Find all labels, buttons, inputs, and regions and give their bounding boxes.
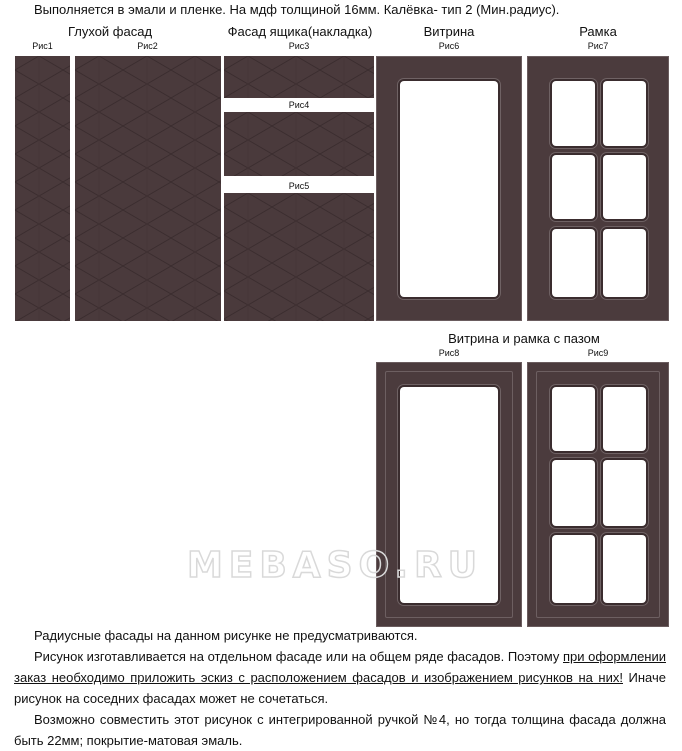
fig-label-6: Рис6	[438, 41, 460, 51]
ramka-pane	[552, 535, 595, 603]
ramka-pane	[603, 155, 646, 219]
header-drawer-facade: Фасад ящика(накладка)	[227, 24, 373, 39]
intro-text: Выполняется в эмали и пленке. На мдф толщиной 16мм. Калёвка- тип 2 (Мин.радиус).	[34, 2, 560, 17]
ramka-pane	[552, 387, 595, 451]
ramka-pane	[603, 460, 646, 526]
vitrina-frame-fig6	[376, 56, 522, 321]
note-sketch-underlined: при оформлении заказ необходимо приложить эскиз с расположением фасадов и изображением рисунков на них!	[14, 649, 666, 685]
blind-facade-fig1	[15, 56, 70, 321]
note-sketch-b: Иначе рисунок на соседних фасадах может не сочетаться.	[14, 670, 666, 706]
ramka-groove-fig9	[527, 362, 669, 627]
drawer-facade-fig5	[224, 193, 374, 321]
ramka-pane	[603, 81, 646, 146]
header-groove: Витрина и рамка с пазом	[448, 331, 600, 346]
ramka-pane	[552, 81, 595, 146]
fig-label-7: Рис7	[587, 41, 609, 51]
note-handle: Возможно совместить этот рисунок с интегрированной ручкой №4, но тогда толщина фасада должна быть 22мм; покрытие-матовая эмаль.	[14, 712, 666, 748]
fig-label-1: Рис1	[32, 41, 53, 51]
ramka-pane	[552, 155, 595, 219]
fig-label-8: Рис8	[438, 348, 460, 358]
fig-label-5: Рис5	[288, 181, 310, 191]
ramka-pane	[552, 229, 595, 297]
fig-label-3: Рис3	[288, 41, 310, 51]
drawer-facade-fig4	[224, 112, 374, 176]
ramka-pane	[552, 460, 595, 526]
fig-label-4: Рис4	[288, 100, 310, 110]
vitrina-glass	[400, 81, 498, 297]
ramka-frame-fig7	[527, 56, 669, 321]
header-ramka: Рамка	[579, 24, 617, 39]
header-vitrina: Витрина	[423, 24, 475, 39]
note-sketch	[14, 646, 666, 709]
drawer-facade-fig3	[224, 56, 374, 98]
fig-label-9: Рис9	[587, 348, 609, 358]
vitrina-groove-fig8	[376, 362, 522, 627]
note-radius: Радиусные фасады на данном рисунке не предусматриваются.	[34, 628, 418, 643]
header-blind-facade: Глухой фасад	[67, 24, 153, 39]
watermark-logo: MEBASO.RU	[186, 545, 484, 586]
blind-facade-fig2	[75, 56, 221, 321]
fig-label-2: Рис2	[137, 41, 158, 51]
ramka-pane	[603, 229, 646, 297]
ramka-pane	[603, 387, 646, 451]
note-sketch-a: Рисунок изготавливается на отдельном фасаде или на общем ряде фасадов. Поэтому	[34, 649, 563, 664]
ramka-pane	[603, 535, 646, 603]
